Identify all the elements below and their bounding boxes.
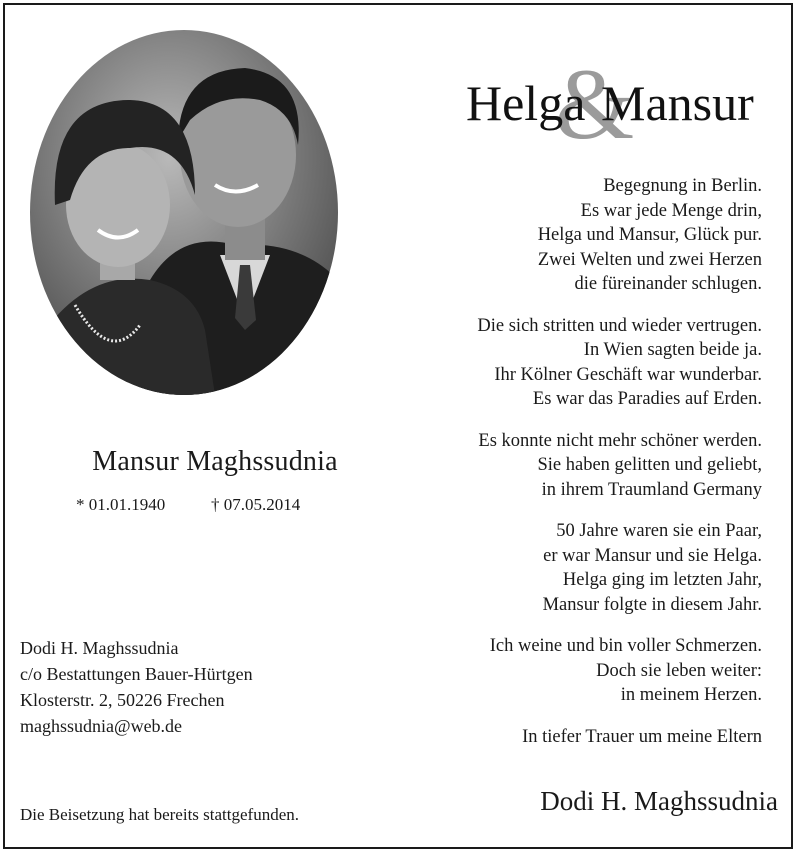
title-ampersand: & <box>555 48 635 161</box>
poem-stanza <box>382 519 762 617</box>
poem-line: Es war jede Menge drin, <box>580 200 762 221</box>
contact-address <box>20 635 253 739</box>
deceased-name: Mansur Maghssudnia <box>92 446 338 477</box>
title-name-mansur: Mansur <box>601 75 754 131</box>
poem-stanza <box>382 429 762 503</box>
poem-line: Sie haben gelitten und geliebt, <box>537 455 762 475</box>
poem-line: Es war das Paradies auf Erden. <box>532 389 762 409</box>
couple-photo <box>30 30 338 395</box>
funeral-note: Die Beisetzung hat bereits stattgefunden. <box>20 805 299 824</box>
address-line: Dodi H. Maghssudnia <box>20 638 179 658</box>
poem-line: Doch sie leben weiter: <box>596 660 762 681</box>
address-line: Klosterstr. 2, 50226 Frechen <box>20 690 225 710</box>
memorial-poem <box>382 174 762 766</box>
poem-line: in ihrem Traumland Germany <box>541 479 762 500</box>
poem-stanza <box>382 725 762 750</box>
poem-stanza <box>382 174 762 297</box>
poem-line: Mansur folgte in diesem Jahr. <box>542 594 762 615</box>
poem-line: Die sich stritten und wieder vertrugen. <box>477 315 762 336</box>
address-line: c/o Bestattungen Bauer-Hürtgen <box>20 664 253 684</box>
poem-line: 50 Jahre waren sie ein Paar, <box>556 521 762 541</box>
poem-line: die füreinander schlugen. <box>574 274 762 294</box>
signature: Dodi H. Maghssudnia <box>540 786 778 816</box>
poem-line: Zwei Welten und zwei Herzen <box>537 249 762 270</box>
poem-line: Helga ging im letzten Jahr, <box>562 570 762 590</box>
title-name-helga: Helga <box>466 75 586 131</box>
poem-line: in meinem Herzen. <box>620 685 762 705</box>
death-date: † 07.05.2014 <box>211 495 301 514</box>
poem-stanza <box>382 634 762 708</box>
poem-stanza <box>382 314 762 412</box>
mourning-line: In tiefer Trauer um meine Eltern <box>522 726 762 747</box>
notice-title <box>458 48 778 161</box>
email-address: maghssudnia@web.de <box>20 716 183 736</box>
poem-line: er war Mansur und sie Helga. <box>543 545 762 566</box>
poem-line: Ihr Kölner Geschäft war wunderbar. <box>494 364 762 385</box>
poem-line: Es konnte nicht mehr schöner werden. <box>478 430 762 451</box>
poem-line: Begegnung in Berlin. <box>603 176 762 196</box>
poem-line: Ich weine und bin voller Schmerzen. <box>489 636 762 656</box>
poem-line: Helga und Mansur, Glück pur. <box>537 225 762 245</box>
birth-date: * 01.01.1940 <box>76 495 166 514</box>
poem-line: In Wien sagten beide ja. <box>583 340 762 360</box>
